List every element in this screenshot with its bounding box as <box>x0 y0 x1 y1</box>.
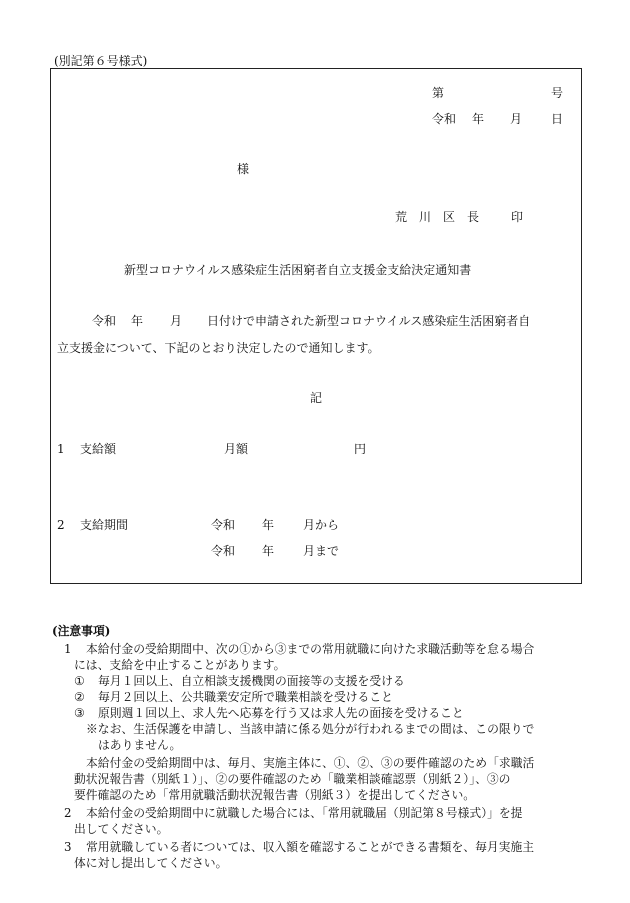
item-amount-label: 支給額 <box>80 442 117 456</box>
body-year: 年 <box>131 314 144 328</box>
paragraph-line2: 動状況報告書（別紙１）」、②の要件確認のため「職業相談確認票（別紙２）」、③の <box>74 772 511 786</box>
seal-mark: 印 <box>511 210 524 224</box>
period-from-month: 月から <box>303 518 340 532</box>
period-from-year: 年 <box>262 518 275 532</box>
note-1-number: 1 <box>64 642 72 656</box>
number-prefix: 第 <box>432 86 445 100</box>
condition-3-text: 原則週１回以上、求人先へ応募を行う又は求人先の面接を受けること <box>98 706 464 720</box>
note-1-line1: 本給付金の受給期間中、次の①から③までの常用就職に向けた求職活動等を怠る場合 <box>86 642 535 656</box>
body-era: 令和 <box>92 314 117 328</box>
body-line1-rest: 日付けで申請された新型コロナウイルス感染症生活困窮者自 <box>207 314 531 328</box>
number-suffix: 号 <box>551 86 564 100</box>
body-month: 月 <box>170 314 183 328</box>
note-2-line2: 出してください。 <box>74 822 169 836</box>
date-day: 日 <box>551 112 564 126</box>
note-2-number: 2 <box>64 806 72 820</box>
addressee-honorific: 様 <box>237 162 250 176</box>
date-month: 月 <box>510 112 523 126</box>
issuer-name: 荒 川 区 長 <box>395 210 480 224</box>
paragraph-line1: 本給付金の受給期間中は、毎月、実施主体に、①、②、③の要件確認のため「求職活 <box>86 756 535 770</box>
note-1-line2: には、支給を中止することがあります。 <box>74 658 286 672</box>
condition-1-text: 毎月１回以上、自立相談支援機関の面接等の支援を受ける <box>98 674 405 688</box>
condition-1-mark: ① <box>74 674 85 688</box>
document-title: 新型コロナウイルス感染症生活困窮者自立支援金支給決定通知書 <box>124 263 472 277</box>
form-label: (別記第６号様式) <box>54 54 148 68</box>
note-3-number: 3 <box>64 840 72 854</box>
exception-line2: はありません。 <box>98 738 182 752</box>
paragraph-line3: 要件確認のため「常用就職活動状況報告書（別紙３）を提出してください。 <box>74 788 476 802</box>
item-amount-currency: 円 <box>354 442 367 456</box>
date-era: 令和 <box>432 112 457 126</box>
exception-line1: ※なお、生活保護を申請し、当該申請に係る処分が行われるまでの間は、この限りで <box>86 722 535 736</box>
condition-2-mark: ② <box>74 690 85 704</box>
period-from-era: 令和 <box>211 518 236 532</box>
date-year: 年 <box>472 112 485 126</box>
condition-3-mark: ③ <box>74 706 85 720</box>
notes-heading: (注意事項) <box>52 624 111 638</box>
body-line2: 立支援金について、下記のとおり決定したので通知します。 <box>57 341 380 355</box>
note-3-line2: 体に対し提出してください。 <box>74 856 228 870</box>
item-amount-number: 1 <box>57 442 65 456</box>
ki-heading: 記 <box>310 391 323 405</box>
period-to-era: 令和 <box>211 544 236 558</box>
item-period-label: 支給期間 <box>80 518 129 532</box>
period-to-year: 年 <box>262 544 275 558</box>
note-2-line1: 本給付金の受給期間中に就職した場合には、「常用就職届（別記第８号様式）」を提 <box>86 806 523 820</box>
condition-2-text: 毎月２回以上、公共職業安定所で職業相談を受けること <box>98 690 393 704</box>
item-period-number: 2 <box>57 518 65 532</box>
note-3-line1: 常用就職している者については、収入額を確認することができる書類を、毎月実施主 <box>86 840 535 854</box>
period-to-month: 月まで <box>303 544 340 558</box>
item-amount-monthly: 月額 <box>224 442 249 456</box>
